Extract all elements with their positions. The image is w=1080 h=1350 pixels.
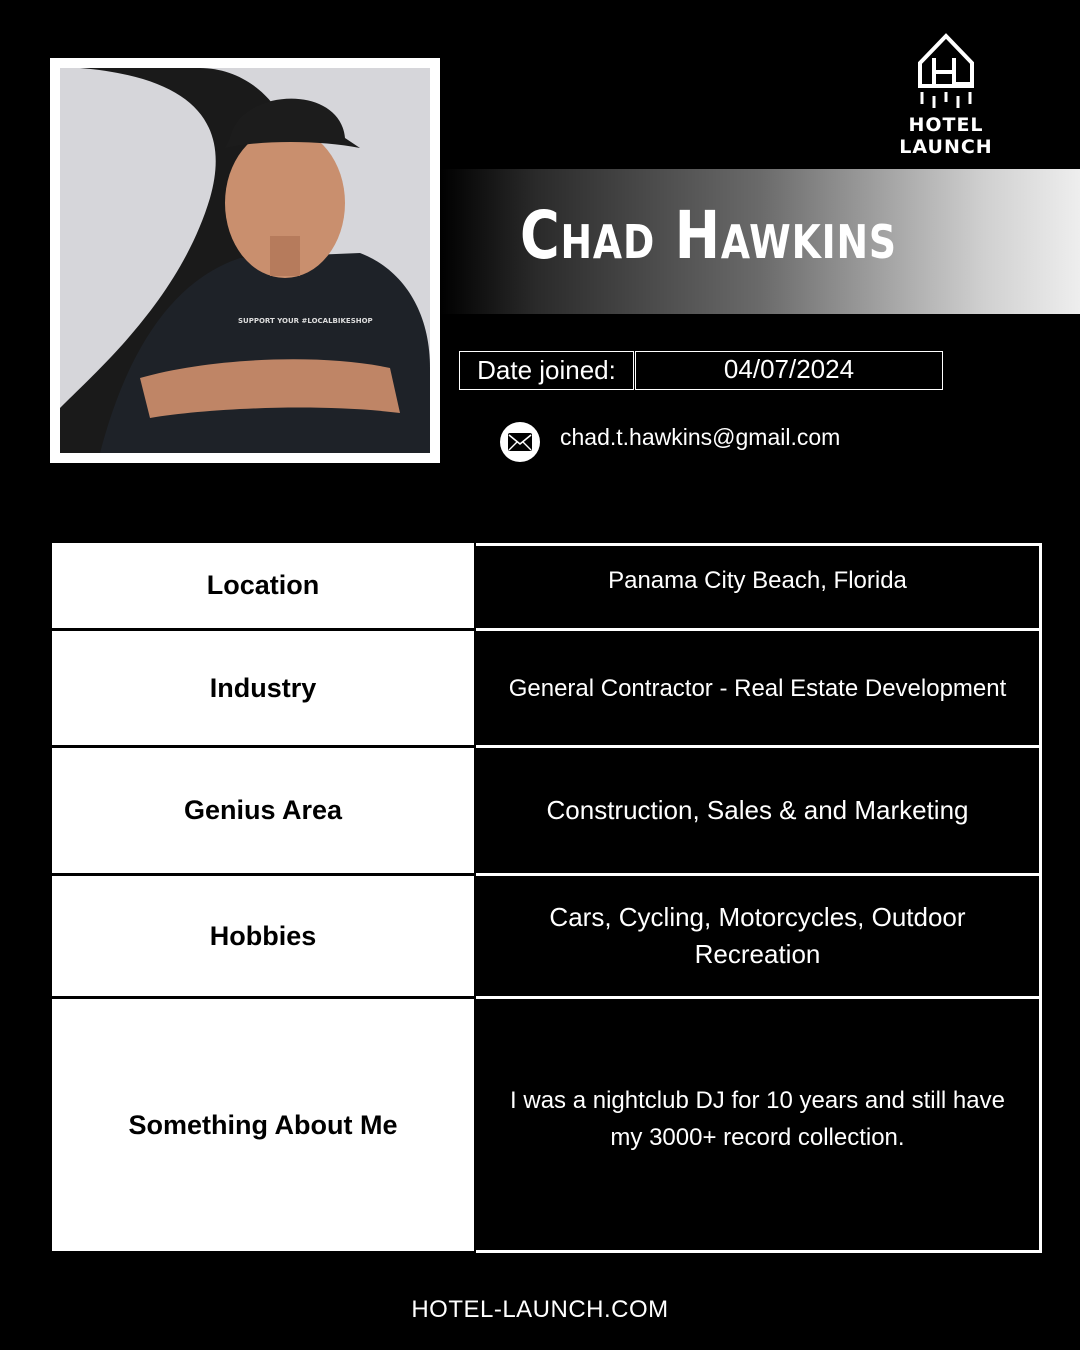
row-value: Construction, Sales & and Marketing [476, 748, 1042, 876]
email-address[interactable]: chad.t.hawkins@gmail.com [560, 424, 841, 450]
profile-photo-frame [50, 58, 440, 463]
profile-photo [60, 68, 430, 453]
date-joined-label: Date joined: [459, 351, 634, 390]
row-label: Location [52, 543, 474, 631]
row-label: Hobbies [52, 876, 474, 999]
table-row [52, 631, 1044, 748]
row-label: Something About Me [52, 999, 474, 1251]
hotel-launch-logo [858, 18, 1034, 158]
row-label: Genius Area [52, 748, 474, 876]
shirt-text: SUPPORT YOUR #LOCALBIKESHOP [238, 317, 373, 325]
website-url[interactable]: HOTEL-LAUNCH.COM [411, 1296, 669, 1323]
table-row [52, 999, 1044, 1253]
table-row [52, 748, 1044, 876]
row-label: Industry [52, 631, 474, 748]
row-value: I was a nightclub DJ for 10 years and still have my 3000+ record collection. [476, 999, 1042, 1253]
house-logo-icon [858, 18, 1034, 114]
row-value: Panama City Beach, Florida [476, 543, 1042, 631]
profile-details-table [52, 543, 1044, 1253]
envelope-icon [500, 422, 540, 462]
row-value: General Contractor - Real Estate Development [476, 631, 1042, 748]
person-photo-illustration [60, 68, 430, 453]
date-joined-value: 04/07/2024 [635, 351, 943, 390]
table-row [52, 876, 1044, 999]
profile-name: Chad Hawkins [520, 197, 897, 274]
logo-text: HOTEL LAUNCH [899, 114, 993, 158]
row-value: Cars, Cycling, Motorcycles, Outdoor Recreation [476, 876, 1042, 999]
table-row [52, 543, 1044, 631]
name-banner [440, 169, 1080, 314]
